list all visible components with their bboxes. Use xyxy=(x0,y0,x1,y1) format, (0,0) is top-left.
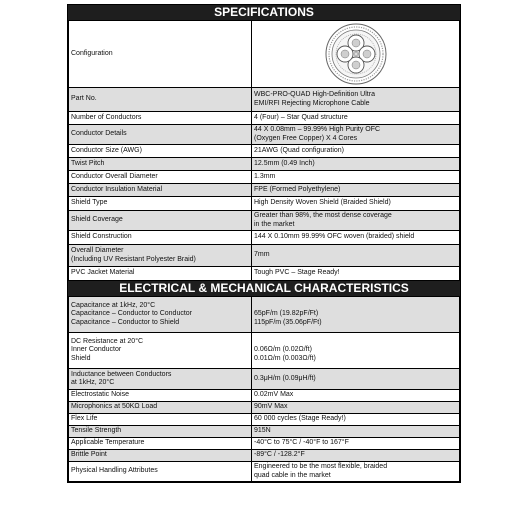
spec-label-line: Physical Handling Attributes xyxy=(71,467,158,475)
spec-value-line: 144 X 0.10mm 99.99% OFC woven (braided) shield xyxy=(254,233,415,241)
spec-value xyxy=(252,438,460,450)
elec-row xyxy=(69,414,460,426)
configuration-label: Configuration xyxy=(69,21,252,88)
specs-row xyxy=(69,211,460,231)
spec-value xyxy=(252,369,460,390)
spec-label xyxy=(69,158,252,171)
spec-label-line: PVC Jacket Material xyxy=(71,269,135,277)
spec-label-line: Microphonics at 50KΩ Load xyxy=(71,403,158,411)
spec-value-line: 0.01Ω/m (0.003Ω/ft) xyxy=(254,354,316,362)
elec-row xyxy=(69,438,460,450)
spec-value-line: FPE (Formed Polyethylene) xyxy=(254,185,341,193)
elec-row xyxy=(69,369,460,390)
specs-row xyxy=(69,125,460,145)
spec-value-line: 12.5mm (0.49 Inch) xyxy=(254,159,315,167)
spec-label-line: DC Resistance at 20°C xyxy=(71,337,144,345)
spec-label-line: Flex Life xyxy=(71,415,98,423)
spec-value xyxy=(252,402,460,414)
spec-label-line: Applicable Temperature xyxy=(71,439,145,447)
elec-row xyxy=(69,426,460,438)
spec-label xyxy=(69,297,252,333)
spec-value-line xyxy=(254,338,457,347)
spec-label-line: Conductor Overall Diameter xyxy=(71,172,158,180)
spec-value-line: WBC-PRO-QUAD High-Definition Ultra xyxy=(254,91,375,98)
spec-label xyxy=(69,88,252,112)
spec-value-line: Engineered to be the most flexible, braided xyxy=(254,463,388,470)
spec-value xyxy=(252,267,460,281)
spec-label-line: Number of Conductors xyxy=(71,113,142,121)
elec-row xyxy=(69,450,460,462)
spec-label xyxy=(69,402,252,414)
specs-row xyxy=(69,245,460,267)
spec-label xyxy=(69,426,252,438)
spec-label xyxy=(69,267,252,281)
spec-label xyxy=(69,333,252,369)
specs-row xyxy=(69,171,460,184)
spec-value-line: EMI/RFI Rejecting Microphone Cable xyxy=(254,99,370,107)
spec-value xyxy=(252,112,460,125)
spec-value xyxy=(252,145,460,158)
spec-value-line: 1.3mm xyxy=(254,172,276,180)
spec-label-line: Electrostatic Noise xyxy=(71,391,129,399)
spec-label-line: Twist Pitch xyxy=(71,159,105,167)
configuration-row xyxy=(69,21,460,88)
spec-value-line: 60 000 cycles (Stage Ready!) xyxy=(254,415,346,423)
specs-row xyxy=(69,231,460,245)
specs-row xyxy=(69,145,460,158)
spec-label xyxy=(69,369,252,390)
spec-sheet xyxy=(67,4,461,483)
spec-value xyxy=(252,333,460,369)
spec-value xyxy=(252,88,460,112)
spec-value-line: Greater than 98%, the most dense coverage xyxy=(254,212,392,219)
spec-label-line: Capacitance – Conductor to Conductor xyxy=(71,310,193,318)
spec-label-line: Overall Diameter xyxy=(71,247,124,254)
spec-label-line: Brittle Point xyxy=(71,451,107,459)
specs-row xyxy=(69,112,460,125)
spec-label xyxy=(69,462,252,482)
spec-value-line: 0.02mV Max xyxy=(254,391,294,399)
spec-value-line: 0.06Ω/m (0.02Ω/ft) xyxy=(254,346,312,354)
spec-value-line: 44 X 0.08mm – 99.99% High Purity OFC xyxy=(254,126,381,133)
specs-row xyxy=(69,267,460,281)
specs-row xyxy=(69,158,460,171)
specifications-header: SPECIFICATIONS xyxy=(68,5,460,20)
elec-row xyxy=(69,402,460,414)
spec-label-line: Inductance between Conductors xyxy=(71,370,172,378)
spec-label xyxy=(69,145,252,158)
spec-value xyxy=(252,158,460,171)
elec-row xyxy=(69,297,460,333)
elec-row xyxy=(69,390,460,402)
spec-label xyxy=(69,450,252,462)
spec-value xyxy=(252,462,460,482)
specs-row xyxy=(69,197,460,211)
spec-label xyxy=(69,171,252,184)
spec-label-line: Conductor Insulation Material xyxy=(71,185,163,193)
spec-value-line: 0.3μH/m (0.09μH/ft) xyxy=(254,374,316,382)
spec-label xyxy=(69,125,252,145)
spec-value-line: (Oxygen Free Copper) X 4 Cores xyxy=(254,134,358,142)
spec-label-line: (Including UV Resistant Polyester Braid) xyxy=(71,255,196,263)
spec-value-line: 115pF/m (35.06pF/Ft) xyxy=(254,318,322,326)
spec-value-line: 65pF/m (19.82pF/Ft) xyxy=(254,310,319,318)
configuration-diagram-cell xyxy=(252,21,460,88)
spec-value xyxy=(252,184,460,197)
spec-label xyxy=(69,245,252,267)
specs-row xyxy=(69,88,460,112)
spec-label-line: Shield Coverage xyxy=(71,216,123,224)
spec-label-line: Capacitance at 1kHz, 20°C xyxy=(71,301,156,309)
spec-label xyxy=(69,211,252,231)
spec-value-line: quad cable in the market xyxy=(254,471,331,479)
spec-label-line: Shield xyxy=(71,354,91,362)
specs-row xyxy=(69,184,460,197)
spec-label-line: Part No. xyxy=(71,95,97,103)
spec-label-line: Capacitance – Conductor to Shield xyxy=(71,318,180,326)
spec-label-line: Shield Type xyxy=(71,199,108,207)
spec-label xyxy=(69,438,252,450)
elec-row xyxy=(69,333,460,369)
electrical-table xyxy=(68,296,460,482)
spec-value-line: 915N xyxy=(254,427,271,435)
spec-value-line xyxy=(254,302,457,311)
spec-value-line: Tough PVC – Stage Ready! xyxy=(254,269,340,277)
spec-value-line: 90mV Max xyxy=(254,403,288,411)
spec-value xyxy=(252,231,460,245)
cable-cross-section-diagram xyxy=(324,22,388,86)
spec-label xyxy=(69,184,252,197)
spec-value-line: -89°C / -128.2°F xyxy=(254,451,305,459)
spec-label xyxy=(69,414,252,426)
spec-label xyxy=(69,231,252,245)
spec-value-line: 21AWG (Quad configuration) xyxy=(254,146,345,154)
spec-value-line: in the market xyxy=(254,220,295,228)
spec-label-line: Shield Construction xyxy=(71,233,132,241)
spec-value-line: 7mm xyxy=(254,251,270,259)
spec-label-line: at 1kHz, 20°C xyxy=(71,379,115,386)
spec-value xyxy=(252,426,460,438)
spec-label-line: Inner Conductor xyxy=(71,346,122,354)
spec-value xyxy=(252,171,460,184)
spec-value xyxy=(252,414,460,426)
spec-value xyxy=(252,125,460,145)
spec-value xyxy=(252,390,460,402)
spec-label xyxy=(69,197,252,211)
spec-label xyxy=(69,112,252,125)
specifications-table xyxy=(68,20,460,281)
spec-value xyxy=(252,197,460,211)
spec-value xyxy=(252,450,460,462)
spec-label-line: Conductor Details xyxy=(71,130,127,138)
electrical-header: ELECTRICAL & MECHANICAL CHARACTERISTICS xyxy=(68,281,460,296)
spec-label xyxy=(69,390,252,402)
spec-value-line: -40°C to 75°C / -40°F to 167°F xyxy=(254,439,349,447)
spec-value-line: High Density Woven Shield (Braided Shield) xyxy=(254,199,391,207)
spec-value-line: 4 (Four) – Star Quad structure xyxy=(254,113,348,121)
spec-value xyxy=(252,297,460,333)
spec-value xyxy=(252,245,460,267)
spec-value xyxy=(252,211,460,231)
spec-label-line: Conductor Size (AWG) xyxy=(71,146,142,154)
elec-row xyxy=(69,462,460,482)
spec-label-line: Tensile Strength xyxy=(71,427,122,435)
